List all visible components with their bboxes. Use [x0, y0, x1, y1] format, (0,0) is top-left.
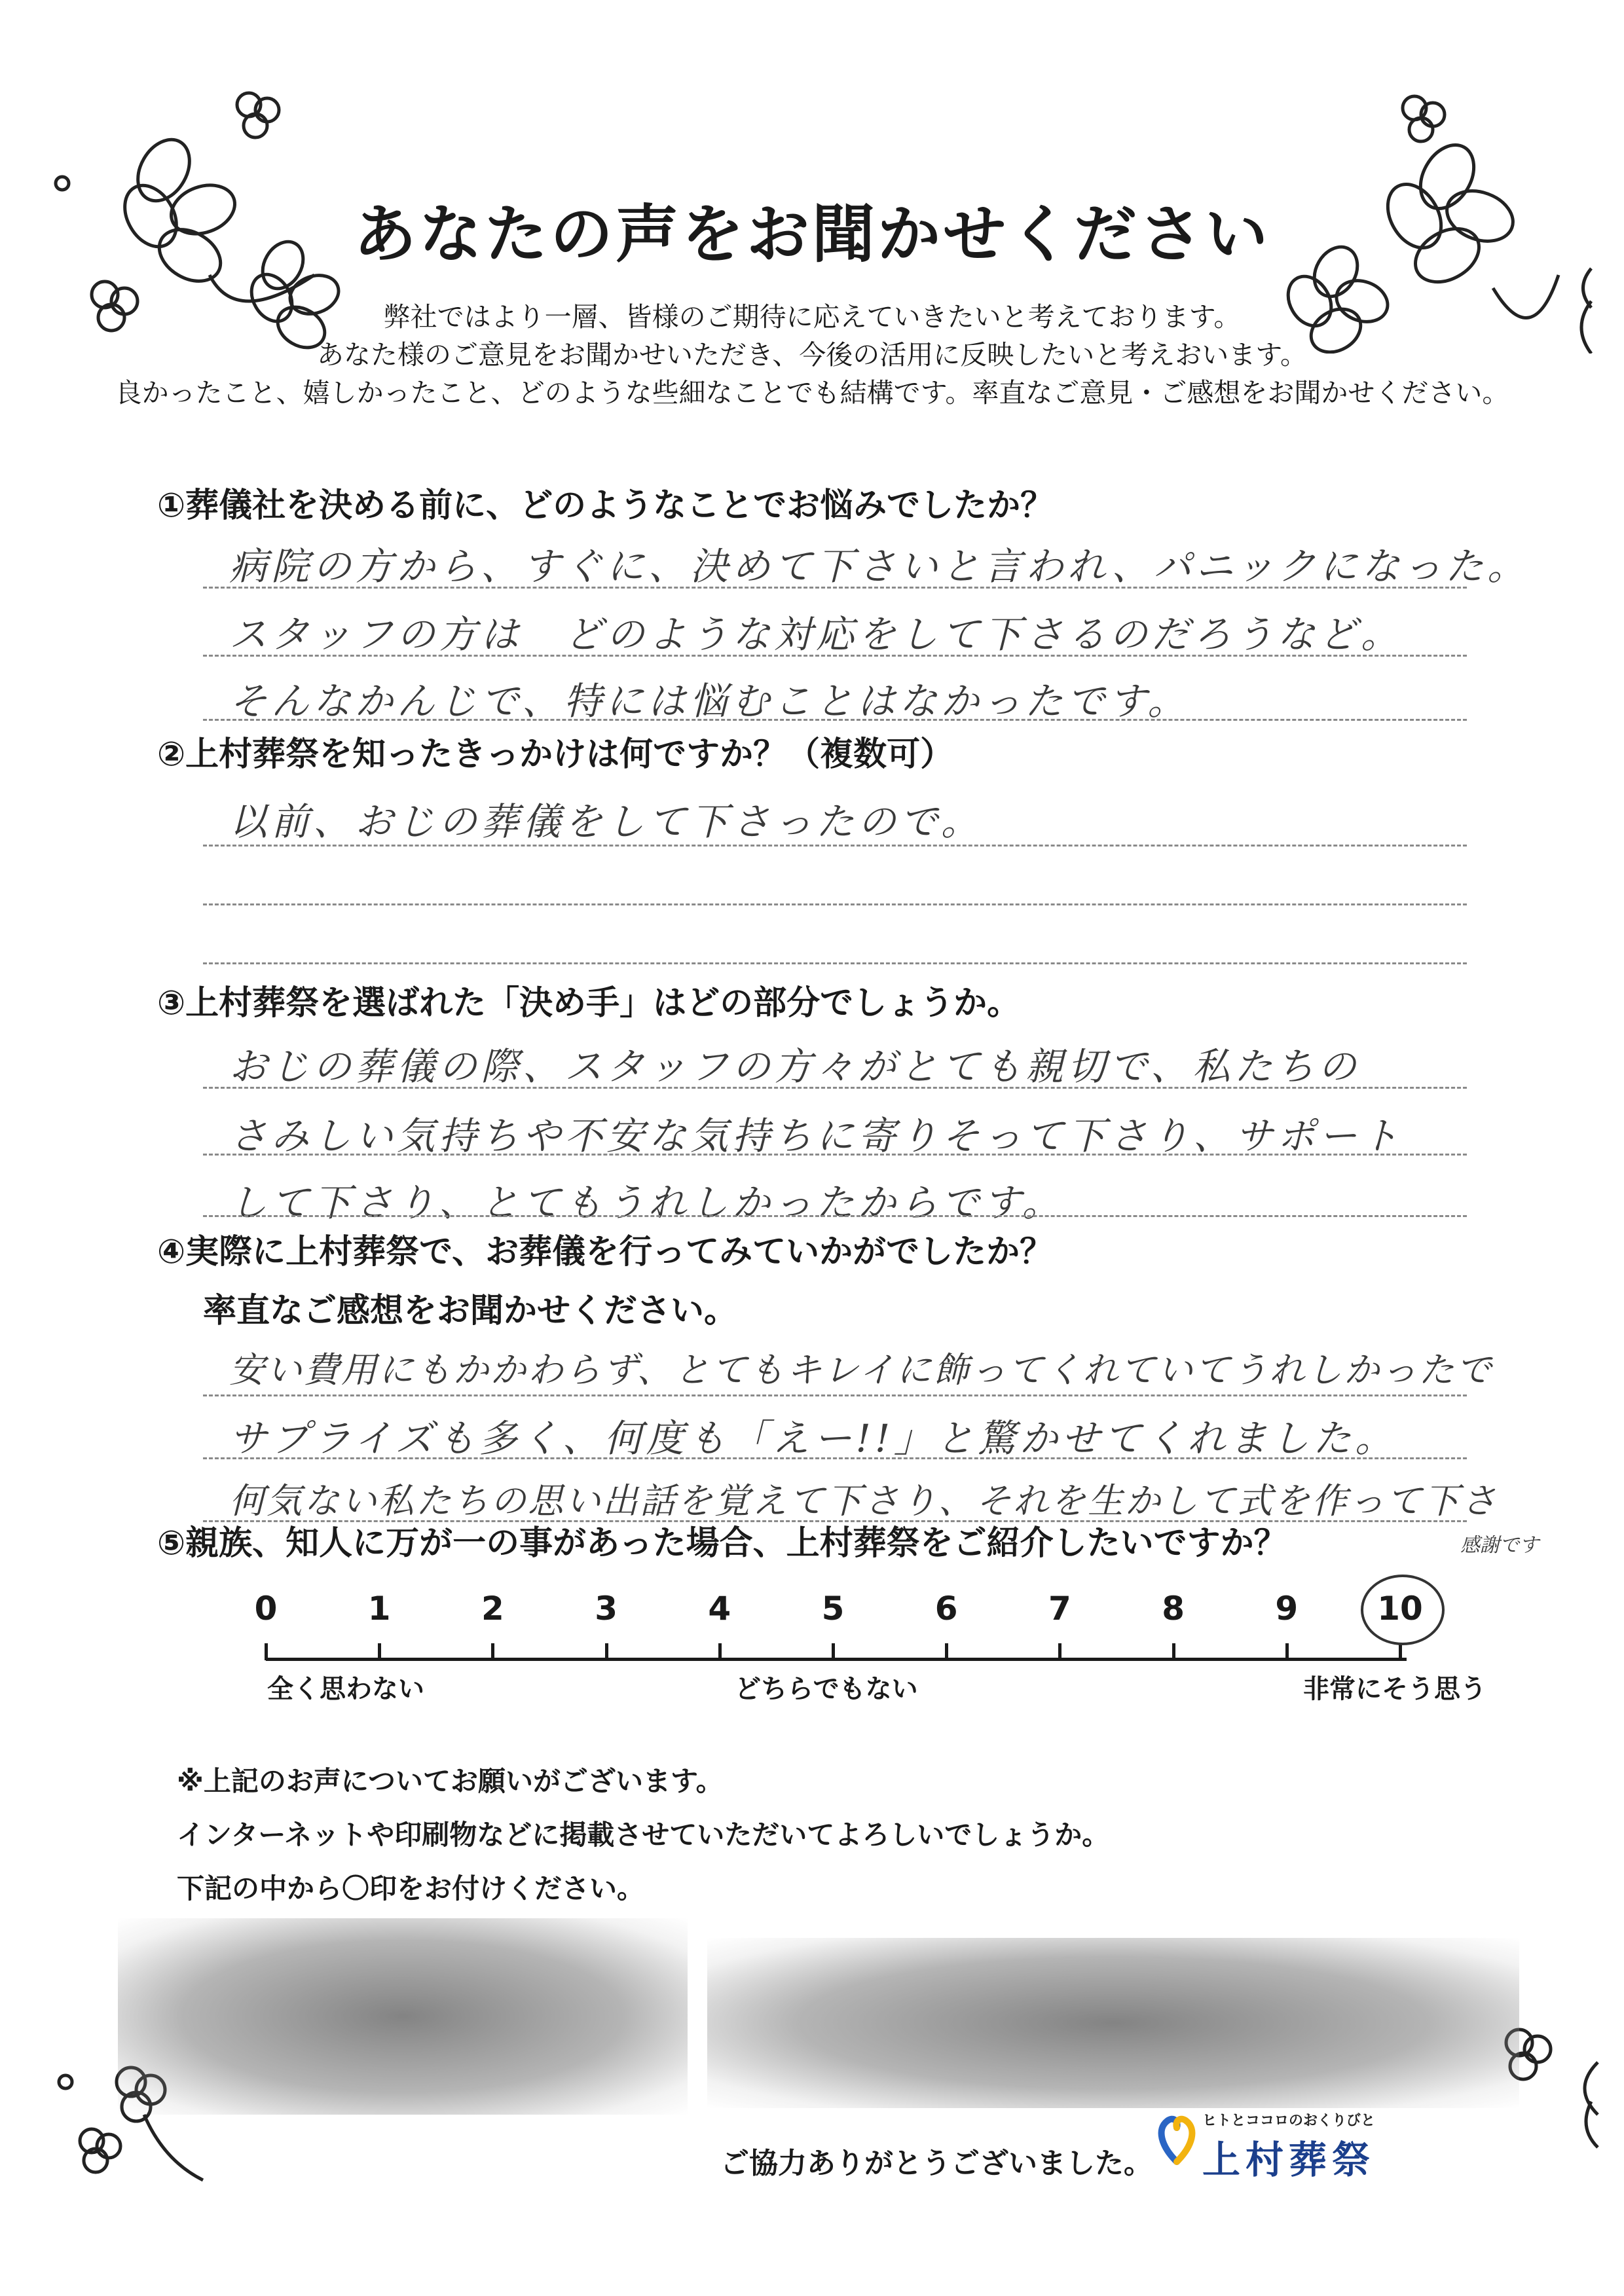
answer-4-line-1: 安い費用にもかかわらず、とてもキレイに飾ってくれていてうれしかったで [229, 1349, 1494, 1391]
page-title: あなたの声をお聞かせください [354, 198, 1270, 271]
logo-tagline: ヒトとココロのおくりびと [1202, 2113, 1376, 2129]
question-1-label: ①葬儀社を決める前に、どのようなことでお悩みでしたか？ [157, 486, 1054, 525]
question-5-label: ⑤親族、知人に万が一の事があった場合、上村葬祭をご紹介したいですか？ [157, 1524, 1287, 1563]
answer-1-line-2: スタッフの方は どのような対応をして下さるのだろうなど。 [229, 612, 1403, 657]
scale-tick-5 [832, 1643, 835, 1660]
answer-3-line-3: して下さり、とてもうれしかったからです。 [229, 1180, 1064, 1225]
intro-line-3: 良かったこと、嬉しかったこと、どのような些細なことでも結構です。率直なご意見・ご感想をお聞かせください。 [115, 377, 1509, 409]
scale-tick-4 [718, 1643, 722, 1660]
question-4-sublabel: 率直なご感想をお聞かせください。 [203, 1292, 738, 1330]
answer-line [203, 719, 1467, 721]
answer-4-line-3: 何気ない私たちの思い出話を覚えて下さり、それを生かして式を作って下さ [229, 1480, 1498, 1522]
scale-tick-1 [378, 1643, 381, 1660]
scale-tick-8 [1172, 1643, 1175, 1660]
scale-number-8[interactable]: 8 [1162, 1590, 1185, 1628]
intro-line-1: 弊社ではより一層、皆様のご期待に応えていきたいと考えております。 [383, 301, 1241, 333]
answer-line [203, 1154, 1467, 1156]
scale-number-2[interactable]: 2 [481, 1590, 504, 1628]
answer-3-line-2: さみしい気持ちや不安な気持ちに寄りそって下さり、サポート [229, 1114, 1403, 1158]
note-line-3: 下記の中から〇印をお付けください。 [177, 1872, 645, 1904]
scale-label-low: 全く思わない [267, 1674, 424, 1704]
scale-number-1[interactable]: 1 [367, 1590, 391, 1628]
note-line-1: ※上記のお声についてお願いがございます。 [177, 1765, 724, 1797]
scale-number-4[interactable]: 4 [708, 1590, 731, 1628]
answer-1-line-1: 病院の方から、すぐに、決めて下さいと言われ、パニックになった。 [229, 544, 1530, 589]
redacted-region-right [707, 1938, 1519, 2108]
answer-4-line-2: サプライズも多く、何度も「えー!!」と驚かせてくれました。 [229, 1416, 1397, 1461]
selected-circle-mark [1361, 1575, 1445, 1645]
scale-tick-10 [1399, 1643, 1402, 1660]
answer-line [203, 655, 1467, 657]
scale-tick-2 [491, 1643, 494, 1660]
answer-line [203, 845, 1467, 847]
scale-tick-3 [605, 1643, 608, 1660]
answer-3-line-1: おじの葬儀の際、スタッフの方々がとても親切で、私たちの [229, 1044, 1360, 1089]
scale-number-5[interactable]: 5 [821, 1590, 845, 1628]
question-3-label: ③上村葬祭を選ばれた「決め手」はどの部分でしょうか。 [157, 984, 1021, 1023]
scale-label-mid: どちらでもない [735, 1674, 918, 1704]
scale-tick-7 [1058, 1643, 1061, 1660]
scale-label-high: 非常にそう思う [1303, 1674, 1486, 1704]
question-2-label: ②上村葬祭を知ったきっかけは何ですか？（複数可） [157, 735, 954, 774]
answer-1-line-3: そんなかんじで、特には悩むことはなかったです。 [229, 679, 1190, 723]
answer-line [203, 1394, 1467, 1396]
scale-number-7[interactable]: 7 [1048, 1590, 1071, 1628]
logo-name: 上村葬祭 [1202, 2138, 1376, 2182]
redacted-region-left [118, 1918, 688, 2115]
rating-scale-line [266, 1658, 1407, 1661]
note-line-2: インターネットや印刷物などに掲載させていただいてよろしいでしょうか。 [177, 1819, 1110, 1851]
scale-number-0[interactable]: 0 [254, 1590, 278, 1628]
scale-number-6[interactable]: 6 [934, 1590, 958, 1628]
scale-number-10[interactable]: 10 [1377, 1590, 1423, 1628]
scale-tick-0 [265, 1643, 268, 1660]
scale-tick-6 [945, 1643, 948, 1660]
answer-line [203, 962, 1467, 964]
answer-line [203, 1087, 1467, 1089]
question-4-label: ④実際に上村葬祭で、お葬儀を行ってみていかがでしたか？ [157, 1233, 1054, 1271]
scale-number-9[interactable]: 9 [1275, 1590, 1299, 1628]
answer-line [203, 587, 1467, 589]
answer-line [203, 1215, 1467, 1217]
intro-line-2: あなた様のご意見をお聞かせいただき、今後の活用に反映したいと考えおいます。 [316, 339, 1308, 371]
answer-2-line-1: 以前、おじの葬儀をして下さったので。 [229, 799, 983, 844]
footer-thanks: ご協力ありがとうございました。 [720, 2147, 1153, 2180]
heart-logo-icon [1154, 2109, 1200, 2168]
scale-tick-9 [1285, 1643, 1289, 1660]
answer-line [203, 1457, 1467, 1459]
answer-line [203, 903, 1467, 905]
scale-number-3[interactable]: 3 [595, 1590, 618, 1628]
answer-4-extra: 感謝です [1460, 1534, 1539, 1557]
